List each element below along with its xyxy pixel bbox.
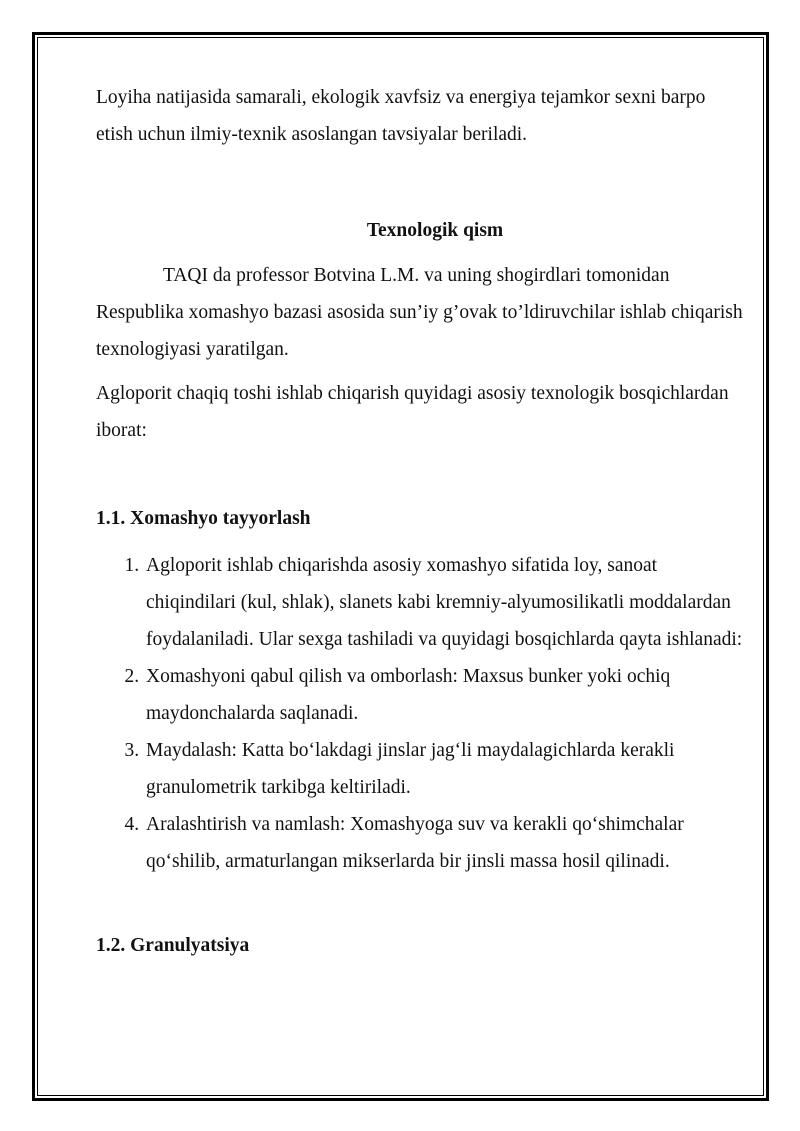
subsection-heading-2: 1.2. Granulyatsiya [96,935,250,956]
intro-paragraph: Loyiha natijasida samarali, ekologik xavfsiz va energiya tejamkor sexni barpo etish uchun ilmiy-texnik asoslangan tavsiyalar beriladi. [96,87,706,145]
section-paragraph-1: TAQI da professor Botvina L.M. va uning shogirdlari tomonidan Respublika xomashyo bazasi asosida sun’iy g’ovak to’ldiruvchilar ishlab chiqarish texnologiyasi yaratilgan. [96,265,743,360]
spacer [96,153,744,212]
list-item: 2. Xomashyoni qabul qilish va omborlash: Maxsus bunker yoki ochiq maydonchalarda saqlanadi. [144,658,744,732]
spacer [96,449,744,500]
list-item: 4. Aralashtirish va namlash: Xomashyoga suv va kerakli qo‘shimchalar qo‘shilib, armaturlangan mikserlarda bir jinsli massa hosil qilinadi. [144,806,744,880]
document-body [96,79,744,964]
steps-list [96,547,744,880]
subsection-heading-1: 1.1. Xomashyo tayyorlash [96,508,311,529]
spacer [96,880,744,927]
list-item: 1. Agloporit ishlab chiqarishda asosiy xomashyo sifatida loy, sanoat chiqindilari (kul, shlak), slanets kabi kremniy-alyumosilikatli moddalardan foydalaniladi. Ular sexga tashiladi va quyidagi bosqichlarda qayta ishlanadi: [144,547,744,658]
list-item: 3. Maydalash: Katta bo‘lakdagi jinslar jag‘li maydalagichlarda kerakli granulometrik tarkibga keltiriladi. [144,732,744,806]
section-title: Texnologik qism [366,220,504,241]
section-paragraph-2: Agloporit chaqiq toshi ishlab chiqarish quyidagi asosiy texnologik bosqichlardan iborat: [96,383,729,441]
